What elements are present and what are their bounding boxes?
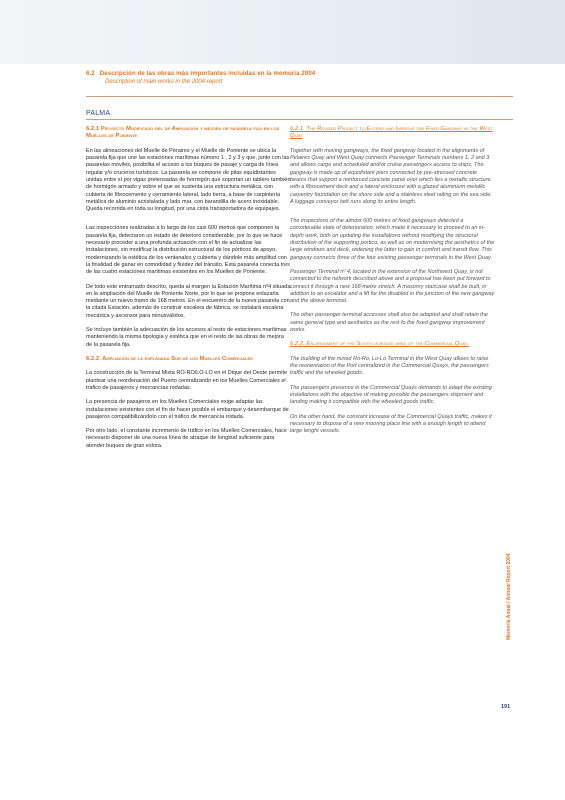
spanish-paragraph: En las alineaciones del Muelle de Peraires y el Muelle de Poniente se ubica la pasarela fija que une las estaciones marítimas número 1 , 2 y 3 y que, junto con las pasarelas móviles, posibilita el acceso a los buques de pasaje y carga de línea regular y/o cruceros turísticos. La pasarela se compone de pilas equidistantes unidas entre sí por vigas pretensadas de hormigón que soportan un tablero también de hormigón armado y sobre el que se sustenta una estructura metálica, con cubierta de fibrocemento y cerramiento lateral, lado tierra, a base de carpintería metálica de aluminio acristalada y lado mar, con barandilla de acero inoxidable. Queda recorrida en toda su longitud, por una cinta transportadora de equipajes.	[86, 147, 291, 213]
english-paragraph: The inspections of the almost 600 metres of fixed gangways detected a considerable state of deterioration, which made it necessary to proceed to an in-depth work, both on updating the installations without modifying the structural distribution of the supporting portico, as well as on modernising the aesthetics of the large windows and deck, widening the latter to gain in comfort and transit flow. This gangway connects three of the four existing passenger terminals in the West Quay.	[290, 218, 495, 261]
english-column	[290, 126, 495, 442]
spanish-paragraph: Por otro lado, el constante incremento de tráfico en los Muelles Comerciales, hace necesario disponer de una nueva línea de atraque de longitud suficiente para atender buques de gran eslora.	[86, 428, 287, 449]
english-paragraph: On the other hand, the constant increase of the Commercial Quays traffic, makes it necessary to dispose of a new mooring place line with a enough length to attend large lenght vessels.	[290, 413, 492, 435]
english-paragraph: Together with moving gangways, the fixed gangway located in the alignments of Pelaires Quay and West Quay connects Passenger Terminals numbers 1, 2 and 3 and allows cargo and scheduled and/or cruise passengers access to ships. The gangway is made up of equidistant piers connected by pre-stressed concrete beams that support a reinforced concrete panel over which lies a metallic structure with a fibrocement deck and a lateral enclosure with a glazed aluminium metallic carpentry foundation on the shore side and a stainless steel railing on the sea side. A luggage conveyor belt runs along its entire length.	[290, 147, 492, 205]
spanish-paragraph: Las inspecciones realizadas a lo largo de los casi 600 metros que componen la pasarela fija, detectaron un estado de deterioro considerable, por lo que se hace necesario proceder a una profunda actuación con el fin de actualizar las instalaciones, sin modificar la distribución estructural de los pórticos de apoyo, modernizando la estética de los ventanales y cubierta y dándole más amplitud con la finalidad de ganar en comodidad y fluidez del tránsito. Esta pasarela conecta tres de las cuatro estaciones marítimas existentes en los Muelles de Poniente.	[86, 225, 290, 276]
spanish-column	[86, 126, 291, 457]
header-band	[0, 0, 565, 64]
section-label: PALMA	[86, 110, 111, 117]
page-subtitle: Description of main works in the 2004 report	[105, 79, 223, 85]
spanish-heading-1: 6.2.1 Proyecto Modificado del de Ampliación y mejora de pasarela fija en los Muelles de Poniente	[86, 126, 280, 140]
header-divider-bottom	[86, 119, 513, 120]
spanish-paragraph: De todo este entramado descrito, queda al margen la Estación Marítima nº4 situada en la ampliación del Muelle de Poniente Norte, por lo que se propone enlazarla mediante un nuevo tramo de 168 metros. En el encuentro de la nueva pasarela con la citada Estación, además de construir escalera de fábrica, se instalará escalera mecánica y ascensor para minusválidos.	[86, 283, 291, 319]
page-title	[86, 70, 526, 78]
spanish-paragraph: La presencia de pasajeros en los Muelles Comerciales exige adaptar las instalaciones existentes con el fin de hacer posible el embarque y desembarque de pasajeros compatibilizándolo con el tráfico de mercancía rodada.	[86, 399, 289, 420]
english-paragraph: The passengers presence in the Commercial Quays demands to adapt the existing installations with the objective of making possible the passengers shipment and landing making it compatible with the wheeled goods traffic.	[290, 384, 492, 406]
english-paragraph: The building of the mixed Ro-Ro, Lo-Lo Terminal in the West Quay allows to raise the reorientation of the Port centralized in the Commercial Quays, the passengers traffic and the wheeled goods.	[290, 355, 489, 377]
spanish-paragraph: La construcción de la Terminal Mixta RO-RO/LO-LO en el Dique del Oeste permite plantear una reordenación del Puerto centralizando en los Muelles Comerciales el tráfico de pasajeros y mercancías rodadas.	[86, 370, 288, 391]
english-heading-1: 6.2.1. The Revised Project to Extend and Improve the Fixed Gangway in the West Quay	[290, 126, 493, 140]
annual-report-side-mark: Memoria Anual / Annual Report 2004	[506, 553, 512, 640]
header-divider-top	[86, 96, 513, 97]
page-number: 191	[501, 704, 511, 710]
english-heading-2: 6.2.2. Enlargement of the South levelled area of the Commercial Quay.	[290, 341, 469, 348]
spanish-paragraph: Se incluye también la adecuación de los accesos al resto de estaciones marítimas manteniendo la misma tipología y estética que en el resto de las obras de mejora de la pasarela fija.	[86, 327, 287, 348]
chapter-title: Descripción de las obras más importantes incluidas en la memoria 2004	[99, 70, 316, 77]
english-paragraph: Passenger Terminal nº 4, located in the extension of the Northwest Quay, is not connected to the network described above and a proposal has been put forward to connect it through a new 168-metre stretch. A masonry staircase shall be built, in addition to an escalator and a lift for the disabled in the junction of the new gangway and the above terminal.	[290, 268, 495, 305]
chapter-number: 6.2	[86, 70, 95, 77]
english-paragraph: The other passenger terminal accesses shall also be adapted and shall retain the same general type and aesthetics as the rest fo the fixed gangway improvement works.	[290, 312, 488, 334]
spanish-heading-2: 6.2.2. Ampliación de la explanada Sur de los Muelles Comerciales	[86, 355, 253, 362]
